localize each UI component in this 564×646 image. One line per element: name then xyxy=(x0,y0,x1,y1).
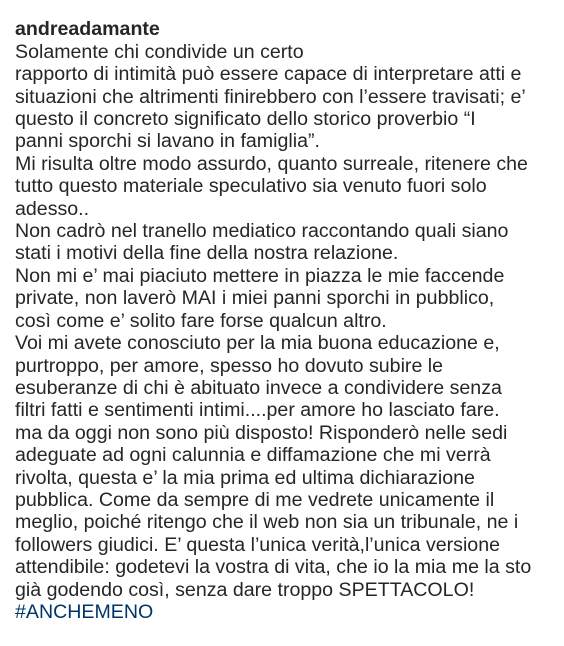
caption-text: Solamente chi condivide un certo rapporto di intimità può essere capace di interpretare atti e situazioni che altrimenti finirebbero con l’essere travisati; e’ questo il concreto significato dello storico proverbio “I panni sporchi si lavano in famiglia”. Mi risulta oltre modo assurdo, quanto surreale, ritenere che tutto questo materiale speculativo sia venuto fuori solo adesso.. Non cadrò nel tranello mediatico raccontando quali siano stati i motivi della fine della nostra relazione. Non mi e’ mai piaciuto mettere in piazza le mie faccende private, non laverò MAI i miei panni sporchi in pubblico, così come e’ solito fare forse qualcun altro. Voi mi avete conosciuto per la mia buona educazione e, purtroppo, per amore, spesso ho dovuto subire le esuberanze di chi è abituato invece a condividere senza filtri fatti e sentimenti intimi....per amore ho lasciato fare. ma da oggi non sono più disposto! Risponderò nelle sedi adeguate ad ogni calunnia e diffamazione che mi verrà rivolta, questa e’ la mia prima ed ultima dichiarazione pubblica. Come da sempre di me vedrete unicamente il meglio, poiché ritengo che il web non sia un tribunale, ne i followers giudici. E’ questa l’unica verità,l’unica versione attendibile: godetevi la vostra di vita, che io la mia me la sto già godendo così, senza dare troppo SPETTACOLO! xyxy=(15,40,532,601)
username-link[interactable]: andreadamante xyxy=(15,18,160,41)
post-caption xyxy=(15,0,563,646)
hashtag-link[interactable]: #ANCHEMENO xyxy=(15,600,154,623)
